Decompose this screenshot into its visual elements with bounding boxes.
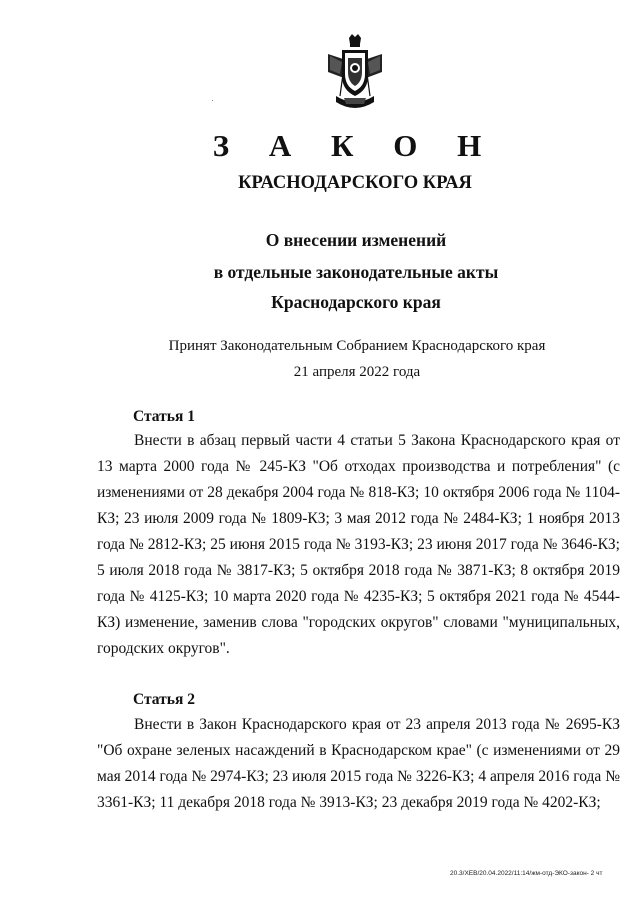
document-footer-code: 20.3/ХЕВ/20.04.2022/11:14/жм-отд-ЭКО-закон- 2 чт (450, 870, 603, 877)
adoption-line: Принят Законодательным Собранием Краснодарского края (168, 338, 546, 354)
adoption-date: 21 апреля 2022 года (293, 364, 421, 380)
issuer-title: КРАСНОДАРСКОГО КРАЯ (238, 173, 472, 193)
article-1-text: Внести в абзац первый части 4 статьи 5 Закона Краснодарского края от 13 марта 2000 года № 245-КЗ "Об отходах производства и потребления" (с изменениями от 28 декабря 2004 года № 818-КЗ; 10 октября 2006 года № 1104-КЗ; 23 июля 2009 года № 1809-КЗ; 3 мая 2012 года № 2484-КЗ; 1 ноября 2013 года № 2812-КЗ; 25 июня 2015 года № 3193-КЗ; 23 июня 2017 года № 3646-КЗ; 5 июля 2018 года № 3817-КЗ; 5 октября 2018 года № 3871-КЗ; 8 октября 2019 года № 4125-КЗ; 10 марта 2020 года № 4235-КЗ; 5 октября 2021 года № 4544-КЗ) изменение, заменив слова "городских округов" словами "муниципальных, городских округов". (97, 432, 620, 657)
subject-line-2: в отдельные законодательные акты (213, 262, 499, 282)
subject-line-1: О внесении изменений (265, 230, 447, 250)
document-type-title: З А К О Н (212, 128, 498, 163)
article-2-text: Внести в Закон Краснодарского края от 23 апреля 2013 года № 2695-КЗ "Об охране зеленых насаждений в Краснодарском крае" (с изменениями от 29 мая 2014 года № 2974-КЗ; 23 июля 2015 года № 3226-КЗ; 4 апреля 2016 года № 3361-КЗ; 11 декабря 2018 года № 3913-КЗ; 23 декабря 2019 года № 4202-КЗ; (97, 716, 620, 811)
article-2-heading: Статья 2 (133, 691, 195, 708)
article-1-heading: Статья 1 (133, 408, 195, 425)
subject-line-3: Краснодарского края (271, 292, 441, 312)
coat-of-arms-icon (322, 32, 388, 116)
scan-speck (212, 100, 213, 101)
